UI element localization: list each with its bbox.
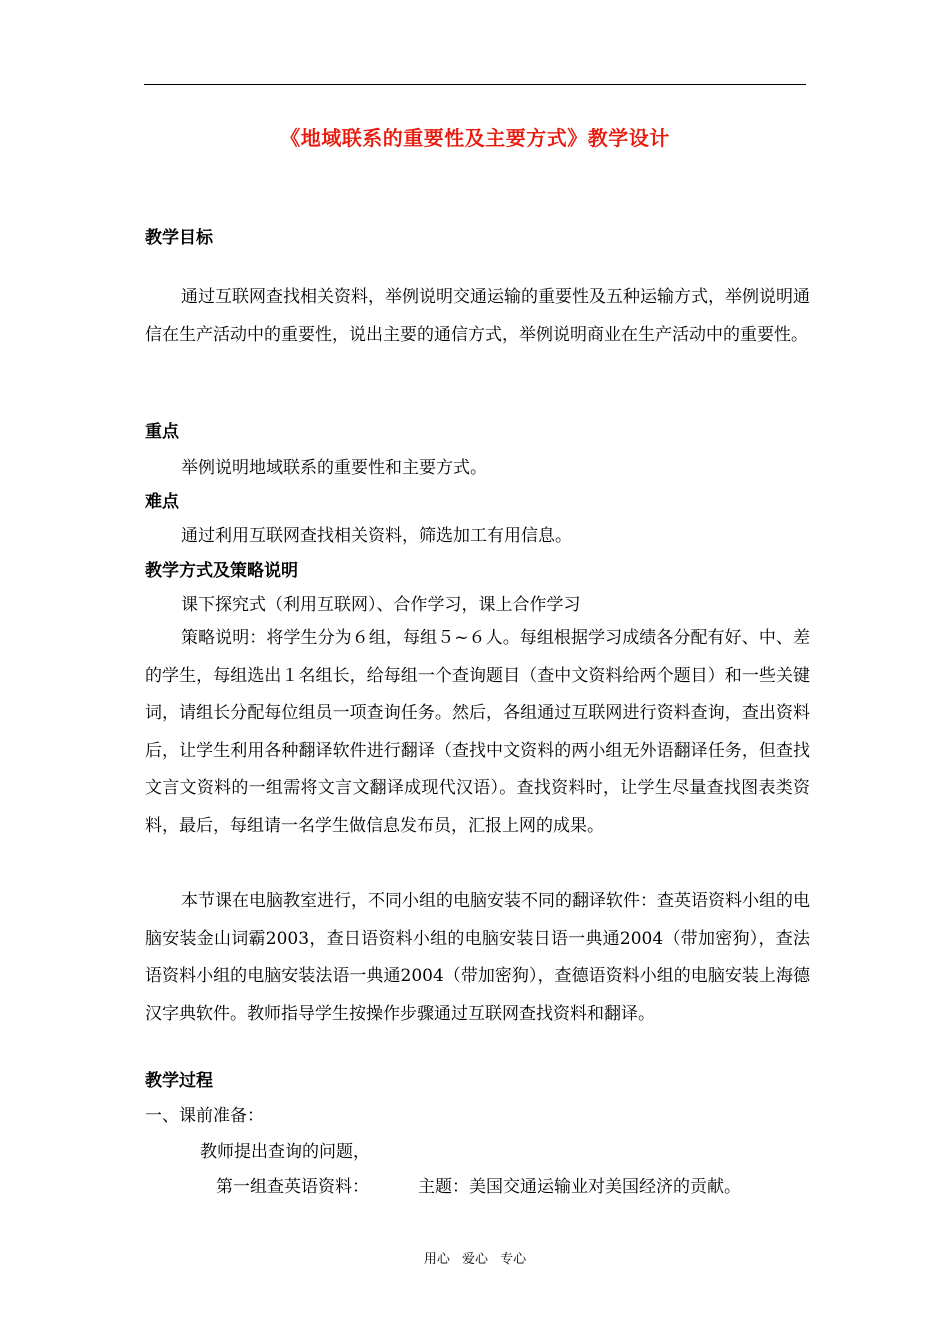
header-rule [144, 84, 806, 85]
document-title: 《地域联系的重要性及主要方式》教学设计 [280, 126, 670, 150]
method-heading: 教学方式及策略说明 [145, 561, 298, 581]
lab-paragraph: 本节课在电脑教室进行，不同小组的电脑安装不同的翻译软件：查英语资料小组的电脑安装金山词霸2003，查日语资料小组的电脑安装日语一典通2004（带加密狗），查法语资料小组的电脑安装法语一典通2004（带加密狗），查德语资料小组的电脑安装上海德汉字典软件。教师指导学生按操作步骤通过互联网查找资料和翻译。 [145, 891, 810, 1024]
process-heading: 教学过程 [145, 1071, 213, 1091]
key-point-text: 举例说明地域联系的重要性和主要方式。 [181, 458, 487, 478]
objective-heading: 教学目标 [145, 228, 213, 248]
group-1-label: 第一组查英语资料： [216, 1177, 369, 1197]
strategy-paragraph: 策略说明：将学生分为６组，每组５~６人。每组根据学习成绩各分配有好、中、差的学生，每组选出１名组长，给每组一个查询题目（查中文资料给两个题目）和一些关键词，请组长分配每位组员一项查询任务。然后，各组通过互联网进行资料查询，查出资料后，让学生利用各种翻译软件进行翻译（查找中文资料的两小组无外语翻译任务，但查找文言文资料的一组需将文言文翻译成现代汉语）。查找资料时，让学生尽量查找图表类资料，最后，每组请一名学生做信息发布员，汇报上网的成果。 [145, 628, 810, 836]
group-1-topic: 主题：美国交通运输业对美国经济的贡献。 [418, 1177, 741, 1197]
process-step-1: 一、课前准备： [145, 1106, 264, 1126]
page-footer: 用心 爱心 专心 [423, 1252, 527, 1267]
key-point-heading: 重点 [145, 422, 179, 442]
objective-text: 通过互联网查找相关资料，举例说明交通运输的重要性及五种运输方式，举例说明通信在生产活动中的重要性，说出主要的通信方式，举例说明商业在生产活动中的重要性。 [145, 287, 810, 345]
difficulty-text: 通过利用互联网查找相关资料，筛选加工有用信息。 [181, 526, 572, 546]
difficulty-heading: 难点 [145, 492, 179, 512]
process-intro: 教师提出查询的问题， [200, 1142, 370, 1162]
method-line: 课下探究式（利用互联网）、合作学习，课上合作学习 [181, 595, 581, 615]
